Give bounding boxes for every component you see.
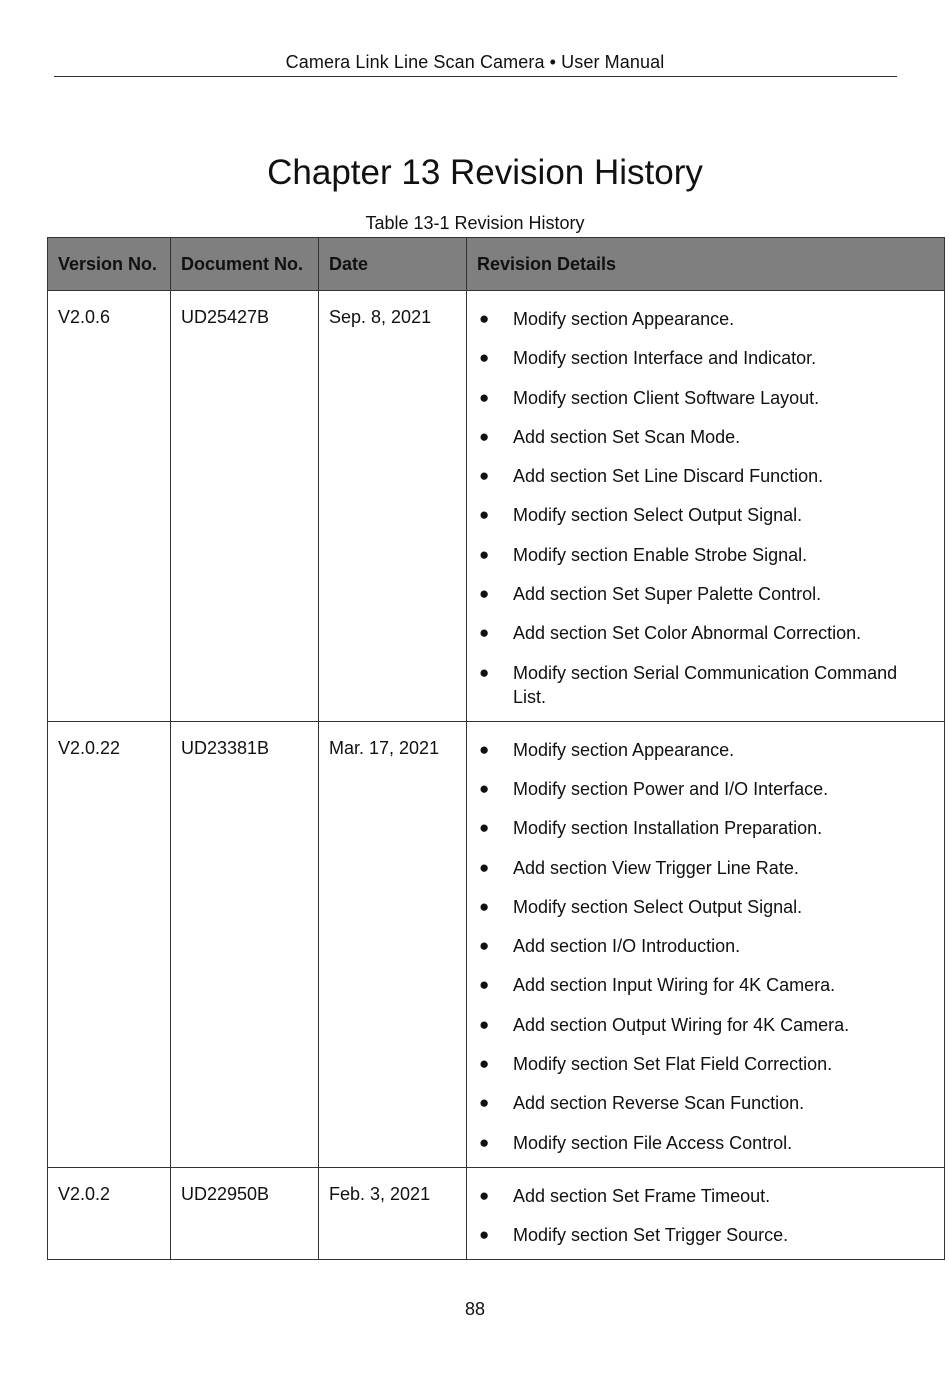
list-item-text: Modify section Installation Preparation. — [513, 818, 823, 839]
header-rule — [54, 76, 897, 77]
details-cell — [467, 721, 945, 1167]
list-item — [477, 346, 934, 370]
bullet-icon: ● — [479, 778, 490, 798]
table-row — [48, 291, 945, 722]
column-header-version: Version No. — [48, 238, 171, 291]
column-header-details: Revision Details — [467, 238, 945, 291]
list-item — [477, 816, 934, 840]
list-item-text: Add section Reverse Scan Function. — [513, 1093, 805, 1114]
list-item — [477, 856, 934, 880]
details-cell — [467, 291, 945, 722]
list-item — [477, 503, 934, 527]
column-header-date: Date — [319, 238, 467, 291]
bullet-icon: ● — [479, 662, 490, 682]
list-item-text: Modify section Power and I/O Interface. — [513, 778, 829, 799]
list-item-text: Add section Set Color Abnormal Correction. — [513, 623, 862, 644]
list-item — [477, 582, 934, 606]
list-item-text: Modify section Interface and Indicator. — [513, 348, 817, 369]
list-item — [477, 1131, 934, 1155]
bullet-icon: ● — [479, 857, 490, 877]
bullet-icon: ● — [479, 348, 490, 368]
list-item-text: Add section Set Frame Timeout. — [513, 1185, 771, 1206]
details-list — [477, 1184, 934, 1247]
list-item-text: Modify section Set Trigger Source. — [513, 1224, 789, 1245]
bullet-icon: ● — [479, 466, 490, 486]
list-item — [477, 777, 934, 801]
revision-history-table — [47, 237, 945, 1260]
version-cell: V2.0.6 — [48, 291, 171, 722]
list-item — [477, 543, 934, 567]
bullet-icon: ● — [479, 387, 490, 407]
bullet-icon: ● — [479, 1185, 490, 1205]
list-item — [477, 1223, 934, 1247]
list-item-text: Add section Set Line Discard Function. — [513, 466, 824, 487]
bullet-icon: ● — [479, 975, 490, 995]
list-item — [477, 621, 934, 645]
details-list — [477, 307, 934, 709]
list-item-text: Modify section Select Output Signal. — [513, 505, 803, 526]
document-cell: UD25427B — [171, 291, 319, 722]
bullet-icon: ● — [479, 1054, 490, 1074]
table-row — [48, 721, 945, 1167]
list-item — [477, 934, 934, 958]
bullet-icon: ● — [479, 1132, 490, 1152]
bullet-icon: ● — [479, 818, 490, 838]
bullet-icon: ● — [479, 1224, 490, 1244]
bullet-icon: ● — [479, 1014, 490, 1034]
list-item-text: Add section Set Super Palette Control. — [513, 584, 822, 605]
list-item — [477, 386, 934, 410]
running-header: Camera Link Line Scan Camera • User Manual — [285, 52, 665, 72]
date-cell: Mar. 17, 2021 — [319, 721, 467, 1167]
bullet-icon: ● — [479, 623, 490, 643]
list-item — [477, 661, 934, 709]
list-item-text: Modify section Set Flat Field Correction. — [513, 1054, 833, 1075]
table-row — [48, 1167, 945, 1259]
bullet-icon: ● — [479, 739, 490, 759]
bullet-icon: ● — [479, 309, 490, 328]
bullet-icon: ● — [479, 584, 490, 604]
details-cell — [467, 1167, 945, 1259]
list-item — [477, 307, 934, 331]
bullet-icon: ● — [479, 426, 490, 446]
list-item — [477, 1052, 934, 1076]
table-caption: Table 13-1 Revision History — [365, 213, 585, 233]
list-item — [477, 895, 934, 919]
document-cell: UD23381B — [171, 721, 319, 1167]
column-header-document: Document No. — [171, 238, 319, 291]
list-item-text: Modify section Appearance. — [513, 739, 735, 760]
list-item-text: Add section Input Wiring for 4K Camera. — [513, 975, 836, 996]
list-item-text: Add section View Trigger Line Rate. — [513, 857, 799, 878]
list-item — [477, 1013, 934, 1037]
list-item — [477, 973, 934, 997]
list-item-text: Modify section Appearance. — [513, 309, 735, 329]
version-cell: V2.0.22 — [48, 721, 171, 1167]
list-item — [477, 425, 934, 449]
list-item-text: Add section Set Scan Mode. — [513, 426, 741, 447]
table-header-row — [48, 238, 945, 291]
list-item-text: Modify section File Access Control. — [513, 1132, 793, 1153]
bullet-icon: ● — [479, 544, 490, 564]
chapter-title: Chapter 13 Revision History — [267, 153, 703, 193]
date-cell: Feb. 3, 2021 — [319, 1167, 467, 1259]
details-list — [477, 738, 934, 1155]
document-cell: UD22950B — [171, 1167, 319, 1259]
list-item-text: Modify section Enable Strobe Signal. — [513, 544, 808, 565]
list-item-text: Add section Output Wiring for 4K Camera. — [513, 1014, 850, 1035]
bullet-icon: ● — [479, 896, 490, 916]
bullet-icon: ● — [479, 505, 490, 525]
bullet-icon: ● — [479, 936, 490, 956]
list-item-text: Modify section Client Software Layout. — [513, 387, 820, 408]
bullet-icon: ● — [479, 1093, 490, 1113]
page-number: 88 — [464, 1299, 486, 1319]
list-item-text: Modify section Select Output Signal. — [513, 896, 803, 917]
list-item-text: Modify section Serial Communication Command List. — [513, 662, 898, 707]
list-item — [477, 464, 934, 488]
list-item — [477, 738, 934, 762]
list-item-text: Add section I/O Introduction. — [513, 936, 741, 957]
list-item — [477, 1184, 934, 1208]
table-body — [48, 291, 945, 1260]
list-item — [477, 1091, 934, 1115]
version-cell: V2.0.2 — [48, 1167, 171, 1259]
date-cell: Sep. 8, 2021 — [319, 291, 467, 722]
